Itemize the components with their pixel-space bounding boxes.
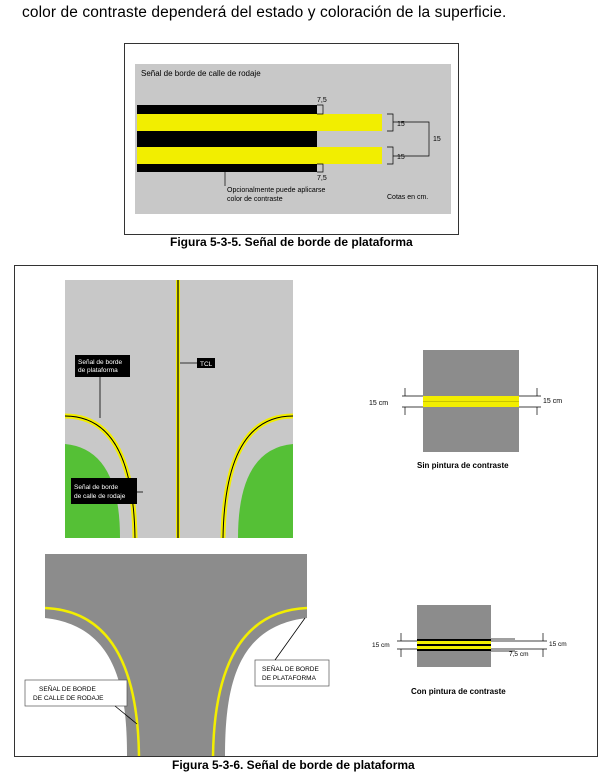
- label-platform-upper-line1: SEÑAL DE BORDE: [262, 666, 319, 673]
- dim-15cm-left-2: 15 cm: [372, 642, 390, 649]
- dim-label-3: 15: [433, 136, 441, 143]
- label-platform-upper-line2: DE PLATAFORMA: [262, 675, 316, 682]
- dim-label-4: 15: [397, 154, 405, 161]
- units-note: Cotas en cm.: [387, 194, 429, 201]
- figure-1-title: Señal de borde de calle de rodaje: [141, 69, 261, 78]
- black-stripe-2: [137, 131, 317, 147]
- yellow-stripe-1: [137, 114, 382, 131]
- dim-label-5: 7,5: [317, 175, 327, 182]
- note-line-1: Opcionalmente puede aplicarse: [227, 187, 326, 194]
- figure-2-frame: [14, 265, 598, 757]
- dim-15cm-left: 15 cm: [369, 400, 389, 407]
- figure-1-diagram: [125, 44, 458, 234]
- intro-text: color de contraste dependerá del estado y coloración de la superficie.: [22, 4, 507, 21]
- sample-1-caption: Sin pintura de contraste: [417, 461, 509, 470]
- label-platform-line1: Señal de borde: [78, 359, 123, 366]
- black-stripe-1: [137, 105, 317, 114]
- dim-label-2: 15: [397, 121, 405, 128]
- yellow-stripe-2: [137, 147, 382, 164]
- t-junction-diagram: [25, 548, 329, 756]
- dim-75cm: 7,5 cm: [509, 651, 529, 658]
- label-taxiway-upper-line1: SEÑAL DE BORDE: [39, 686, 96, 693]
- dim-label-1: 7,5: [317, 97, 327, 104]
- dim-15cm-right-2: 15 cm: [549, 641, 567, 648]
- label-platform-line2: de plataforma: [78, 367, 118, 374]
- figure-1-frame: [124, 43, 459, 235]
- sample-without-contrast: [369, 350, 562, 470]
- sample-with-contrast: [372, 605, 567, 696]
- note-line-2: color de contraste: [227, 196, 283, 203]
- label-taxiway-line1: Señal de borde: [74, 484, 119, 491]
- sample-2-caption: Con pintura de contraste: [411, 687, 506, 696]
- label-tcl: TCL: [200, 361, 213, 368]
- figure-2-caption: Figura 5-3-6. Señal de borde de plataforma: [172, 758, 415, 772]
- black-stripe-3: [137, 164, 317, 172]
- figure-1-caption: Figura 5-3-5. Señal de borde de plataforma: [170, 235, 413, 249]
- figure-2-diagram: [15, 266, 597, 756]
- label-taxiway-line2: de calle de rodaje: [74, 493, 126, 500]
- label-taxiway-upper-line2: DE CALLE DE RODAJE: [33, 695, 104, 702]
- aerial-intersection: [65, 280, 293, 538]
- dim-15cm-right: 15 cm: [543, 398, 563, 405]
